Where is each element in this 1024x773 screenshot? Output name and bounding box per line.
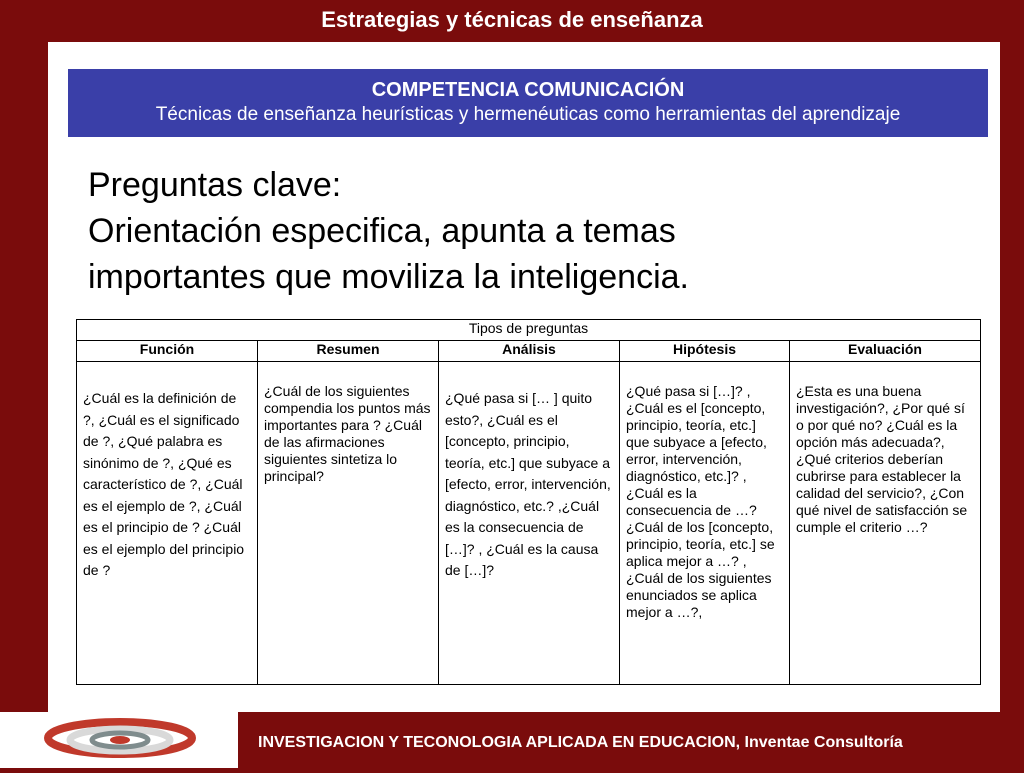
table-cell-resumen [258,362,439,685]
cell-text: ¿Esta es una buena investigación?, ¿Por qué sí o por qué no? ¿Cuál es la opción más adecuada?, ¿Qué criterios deberían cubrirse para establecer la calidad del servicio?, ¿Con qué nivel de satisfacción se cumple el criterio …? [796,383,968,535]
cell-text: ¿Cuál es la definición de ?, ¿Cuál es el significado de ?, ¿Qué palabra es sinónimo de ?, ¿Qué es característico de ?, ¿Cuál es el ejemplo de ?, ¿Cuál es el principio de ? ¿Cuál es el ejemplo del principio de ? [83,390,245,578]
logo-area [0,712,238,768]
column-header-analisis: Análisis [439,341,620,362]
banner-title: COMPETENCIA COMUNICACIÓN [371,79,685,101]
swirl-logo-icon [0,712,238,768]
table-caption-row [77,320,981,341]
heading-line-1: Preguntas clave: [88,166,342,204]
competency-banner [68,69,988,137]
column-header-hipotesis: Hipótesis [620,341,790,362]
table-cell-analisis [439,362,620,685]
heading-line-2: Orientación especifica, apunta a temas [88,212,676,250]
key-questions-heading [88,162,968,300]
cell-text: ¿Cuál de los siguientes compendia los puntos más importantes para ? ¿Cuál de las afirmaciones siguientes sintetiza lo principal? [264,383,431,484]
page-title: Estrategias y técnicas de enseñanza [321,7,703,32]
table-caption: Tipos de preguntas [77,320,981,341]
column-header-funcion: Función [77,341,258,362]
cell-text: ¿Qué pasa si [… ] quito esto?, ¿Cuál es el [concepto, principio, teoría, etc.] que subyace a [efecto, error, intervención, diagnóstico, etc.? ,¿Cuál es la consecuencia de […]? , ¿Cuál es la causa de […]? [445,390,611,578]
table-cell-evaluacion [790,362,981,685]
column-header-evaluacion: Evaluación [790,341,981,362]
table-cell-hipotesis [620,362,790,685]
table-row [77,362,981,685]
heading-line-3: importantes que moviliza la inteligencia. [88,258,689,296]
cell-text: ¿Qué pasa si […]? , ¿Cuál es el [concepto, principio, teoría, etc.] que subyace a [efecto, error, intervención, diagnóstico, etc.]? ,¿Cuál es la consecuencia de …? ¿Cuál de los [concepto, principio, teoría, etc.] se aplica mejor a …? ,¿Cuál de los siguientes enunciados se aplica mejor a …?, [626,383,775,620]
table-cell-funcion [77,362,258,685]
footer-text: INVESTIGACION Y TECONOLOGIA APLICADA EN EDUCACION, Inventae Consultoría [258,734,903,751]
banner-subtitle: Técnicas de enseñanza heurísticas y hermenéuticas como herramientas del aprendizaje [155,104,901,125]
column-header-resumen: Resumen [258,341,439,362]
table-header-row [77,341,981,362]
question-types-table [76,319,981,685]
